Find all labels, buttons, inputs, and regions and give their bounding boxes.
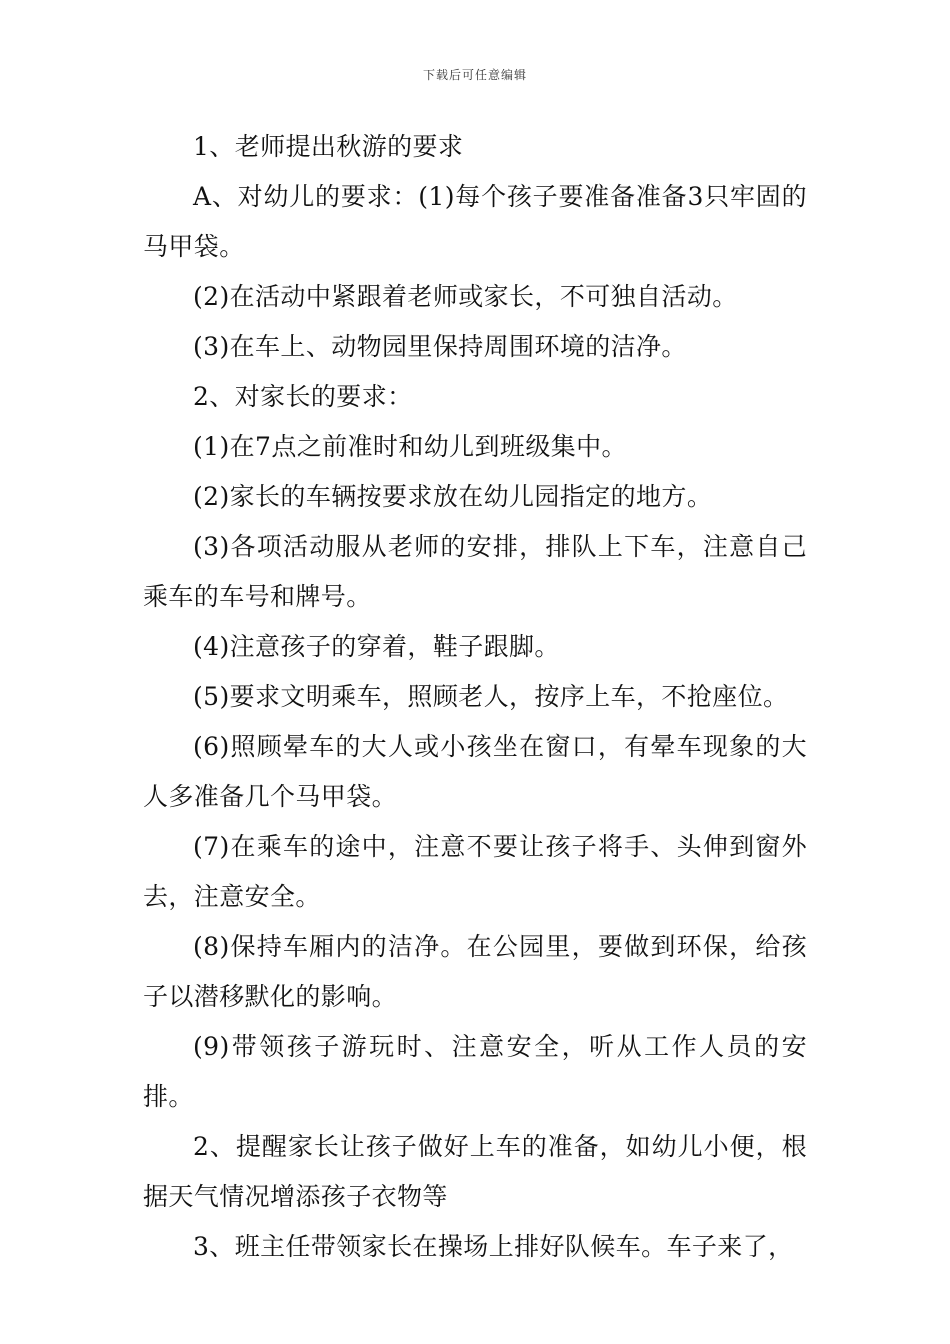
paragraph-16: 3、班主任带领家长在操场上排好队候车。车子来了， (193, 1232, 794, 1261)
body-text (143, 122, 807, 1272)
header-note: 下载后可任意编辑 (422, 68, 527, 82)
paragraph-8: (3)各项活动服从老师的安排，排队上下车，注意自己乘车的车号和牌号。 (143, 532, 807, 611)
paragraph-4: (3)在车上、动物园里保持周围环境的洁净。 (193, 332, 687, 361)
paragraph-5: 2、对家长的要求： (193, 382, 413, 411)
paragraph-2: A、对幼儿的要求：(1)每个孩子要准备准备3只牢固的马甲袋。 (143, 182, 807, 261)
paragraph-7: (2)家长的车辆按要求放在幼儿园指定的地方。 (193, 482, 713, 511)
paragraph-1: 1、老师提出秋游的要求 (193, 132, 464, 161)
paragraph-9: (4)注意孩子的穿着，鞋子跟脚。 (193, 632, 560, 661)
paragraph-6: (1)在7点之前准时和幼儿到班级集中。 (193, 432, 627, 461)
paragraph-15: 2、提醒家长让孩子做好上车的准备，如幼儿小便，根据天气情况增添孩子衣物等 (143, 1132, 807, 1211)
paragraph-3: (2)在活动中紧跟着老师或家长，不可独自活动。 (193, 282, 738, 311)
paragraph-14: (9)带领孩子游玩时、注意安全，听从工作人员的安排。 (143, 1032, 807, 1111)
paragraph-11: (6)照顾晕车的大人或小孩坐在窗口，有晕车现象的大人多准备几个马甲袋。 (143, 732, 807, 811)
paragraph-12: (7)在乘车的途中，注意不要让孩子将手、头伸到窗外去，注意安全。 (143, 832, 807, 911)
paragraph-10: (5)要求文明乘车，照顾老人，按序上车，不抢座位。 (193, 682, 789, 711)
paragraph-13: (8)保持车厢内的洁净。在公园里，要做到环保，给孩子以潜移默化的影响。 (143, 932, 807, 1011)
